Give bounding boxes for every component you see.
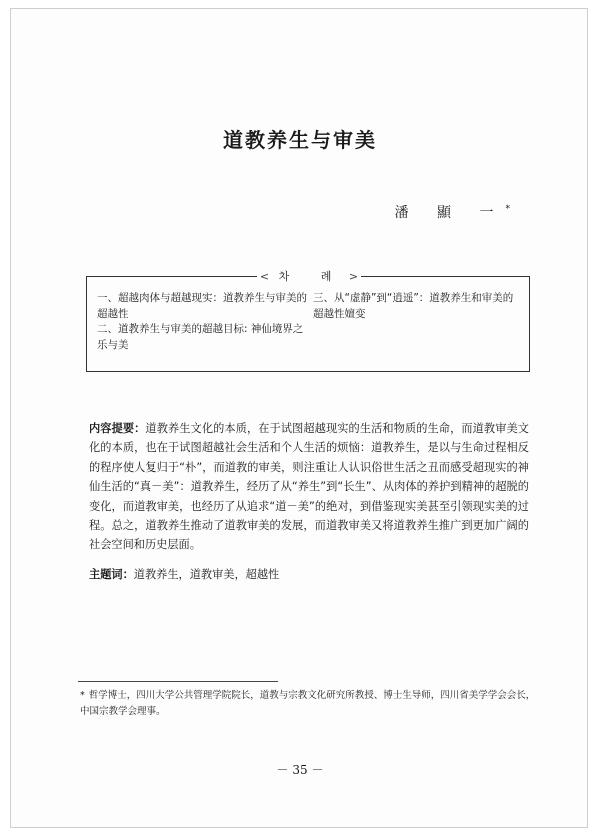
keywords-text: 道教养生，道教审美，超越性 <box>133 568 280 581</box>
toc-header-left-chevron: < <box>259 270 270 283</box>
toc-right-column <box>313 291 523 322</box>
toc-item-1: 一、超越肉体与超越现实：道教养生与审美的超越性 <box>97 292 307 320</box>
footnote-divider <box>78 681 278 682</box>
toc-header-right-chevron: > <box>348 270 359 283</box>
toc-left-column <box>97 291 307 353</box>
toc-item-2: 二、道教养生与审美的超越目标: 神仙境界之乐与美 <box>97 323 304 351</box>
keywords-label: 主题词： <box>89 568 134 581</box>
author-footnote-marker: * <box>505 204 510 215</box>
table-of-contents-box <box>86 270 530 372</box>
author-name: 潘 顯 一 <box>394 205 506 221</box>
paper-title: 道教养生与审美 <box>223 128 377 152</box>
toc-header-label: 차 례 <box>278 270 346 283</box>
abstract-label: 内容提要： <box>89 422 146 435</box>
toc-header <box>257 269 361 285</box>
toc-item-3: 三、从“虚静”到“逍遥”：道教养生和审美的超越性嬗变 <box>313 292 514 320</box>
footnote-marker: * <box>80 690 85 701</box>
keywords-line <box>89 566 529 582</box>
footnote-text: 哲学博士，四川大学公共管理学院院长，道教与宗教文化研究所教授、博士生导师，四川省美学学会会长，中国宗教学会理事。 <box>80 690 536 717</box>
page-number: － 35 － <box>276 763 324 777</box>
author-line <box>360 202 510 222</box>
abstract-text: 道教养生文化的本质，在于试图超越现实的生活和物质的生命，而道教审美文化的本质，也在于试图超越社会生活和个人生活的烦恼：道教养生，是以与生命过程相反的程序使人复归于“朴”，而道教的审美，则注重让人认识俗世生活之丑而感受超现实的神仙生活的“真－美”：道教养生，经历了从“养生”到“长生”、从肉体的养护到精神的超脱的变化，而道教审美，也经历了从追求“道－美”的绝对，到借鉴现实美甚至引领现实美的过程。总之，道教养生推动了道教审美的发展，而道教审美又将道教养生推广到更加广阔的社会空间和历史层面。 <box>89 422 529 552</box>
abstract-paragraph <box>89 419 529 555</box>
footnote <box>80 688 538 720</box>
